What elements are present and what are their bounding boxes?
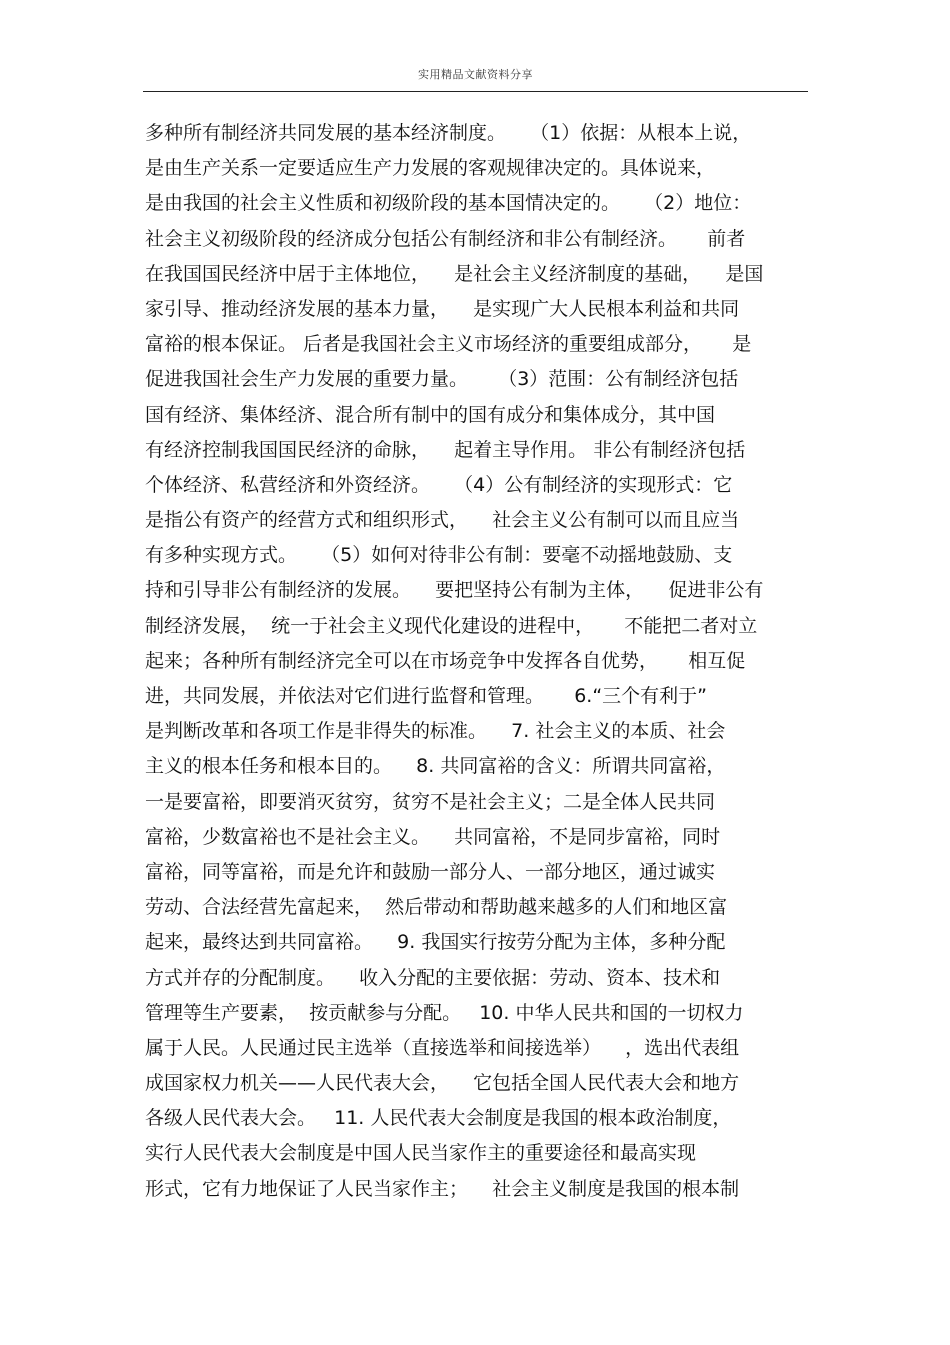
text-line: 实行人民代表大会制度是中国人民当家作主的重要途径和最高实现 — [145, 1142, 697, 1165]
text-line: 社会主义初级阶段的经济成分包括公有制经济和非公有制经济。 前者 — [145, 227, 746, 250]
text-line: 管理等生产要素， 按贡献参与分配。 10. 中华人民共和国的一切权力 — [145, 1001, 744, 1024]
text-line: 属于人民。人民通过民主选举（直接选举和间接选举） ，选出代表组 — [145, 1036, 740, 1059]
text-line: 家引导、推动经济发展的基本力量， 是实现广大人民根本利益和共同 — [145, 297, 740, 320]
text-line: 一是要富裕，即要消灭贫穷，贫穷不是社会主义；二是全体人民共同 — [145, 790, 716, 813]
text-line: 是由我国的社会主义性质和初级阶段的基本国情决定的。 （2）地位： — [145, 192, 752, 215]
text-line: 形式，它有力地保证了人民当家作主； 社会主义制度是我国的根本制 — [145, 1177, 740, 1200]
text-line: 起来，最终达到共同富裕。 9. 我国实行按劳分配为主体，多种分配 — [145, 931, 726, 954]
document-body — [145, 116, 810, 1207]
text-line: 是由生产关系一定要适应生产力发展的客观规律决定的。具体说来， — [145, 157, 716, 180]
header-divider — [143, 91, 808, 92]
text-line: 个体经济、私营经济和外资经济。 （4）公有制经济的实现形式：它 — [145, 473, 733, 496]
text-line: 成国家权力机关——人民代表大会， 它包括全国人民代表大会和地方 — [145, 1072, 740, 1095]
text-line: 进，共同发展，并依法对它们进行监督和管理。 6.“三个有利于” — [145, 685, 708, 707]
text-line: 主义的根本任务和根本目的。 8. 共同富裕的含义：所谓共同富裕， — [145, 755, 726, 778]
text-line: 多种所有制经济共同发展的基本经济制度。 （1）依据：从根本上说， — [145, 122, 752, 144]
text-line: 方式并存的分配制度。 收入分配的主要依据：劳动、资本、技术和 — [145, 966, 721, 989]
text-line: 在我国国民经济中居于主体地位， 是社会主义经济制度的基础， 是国 — [145, 262, 764, 285]
text-line: 各级人民代表大会。 11. 人民代表大会制度是我国的根本政治制度， — [145, 1107, 732, 1130]
text-line: 促进我国社会生产力发展的重要力量。 （3）范围：公有制经济包括 — [145, 368, 739, 391]
text-line: 有经济控制我国国民经济的命脉， 起着主导作用。 非公有制经济包括 — [145, 438, 746, 461]
text-line: 有多种实现方式。 （5）如何对待非公有制：要毫不动摇地鼓励、支 — [145, 544, 733, 567]
text-line: 是指公有资产的经营方式和组织形式， 社会主义公有制可以而且应当 — [145, 509, 740, 532]
text-line: 富裕，少数富裕也不是社会主义。 共同富裕，不是同步富裕，同时 — [145, 825, 721, 848]
text-line: 制经济发展， 统一于社会主义现代化建设的进程中， 不能把二者对立 — [145, 614, 758, 637]
page-header-title: 实用精品文献资料分享 — [418, 68, 533, 81]
text-line: 富裕，同等富裕，而是允许和鼓励一部分人、一部分地区，通过诚实 — [145, 860, 716, 883]
text-line: 国有经济、集体经济、混合所有制中的国有成分和集体成分，其中国 — [145, 403, 716, 426]
text-line: 是判断改革和各项工作是非得失的标准。 7. 社会主义的本质、社会 — [145, 720, 726, 743]
text-line: 富裕的根本保证。 后者是我国社会主义市场经济的重要组成部分， 是 — [145, 333, 752, 356]
text-line: 起来；各种所有制经济完全可以在市场竞争中发挥各自优势， 相互促 — [145, 649, 746, 672]
text-line: 劳动、合法经营先富起来， 然后带动和帮助越来越多的人们和地区富 — [145, 896, 728, 919]
text-line: 持和引导非公有制经济的发展。 要把坚持公有制为主体， 促进非公有 — [145, 579, 764, 602]
